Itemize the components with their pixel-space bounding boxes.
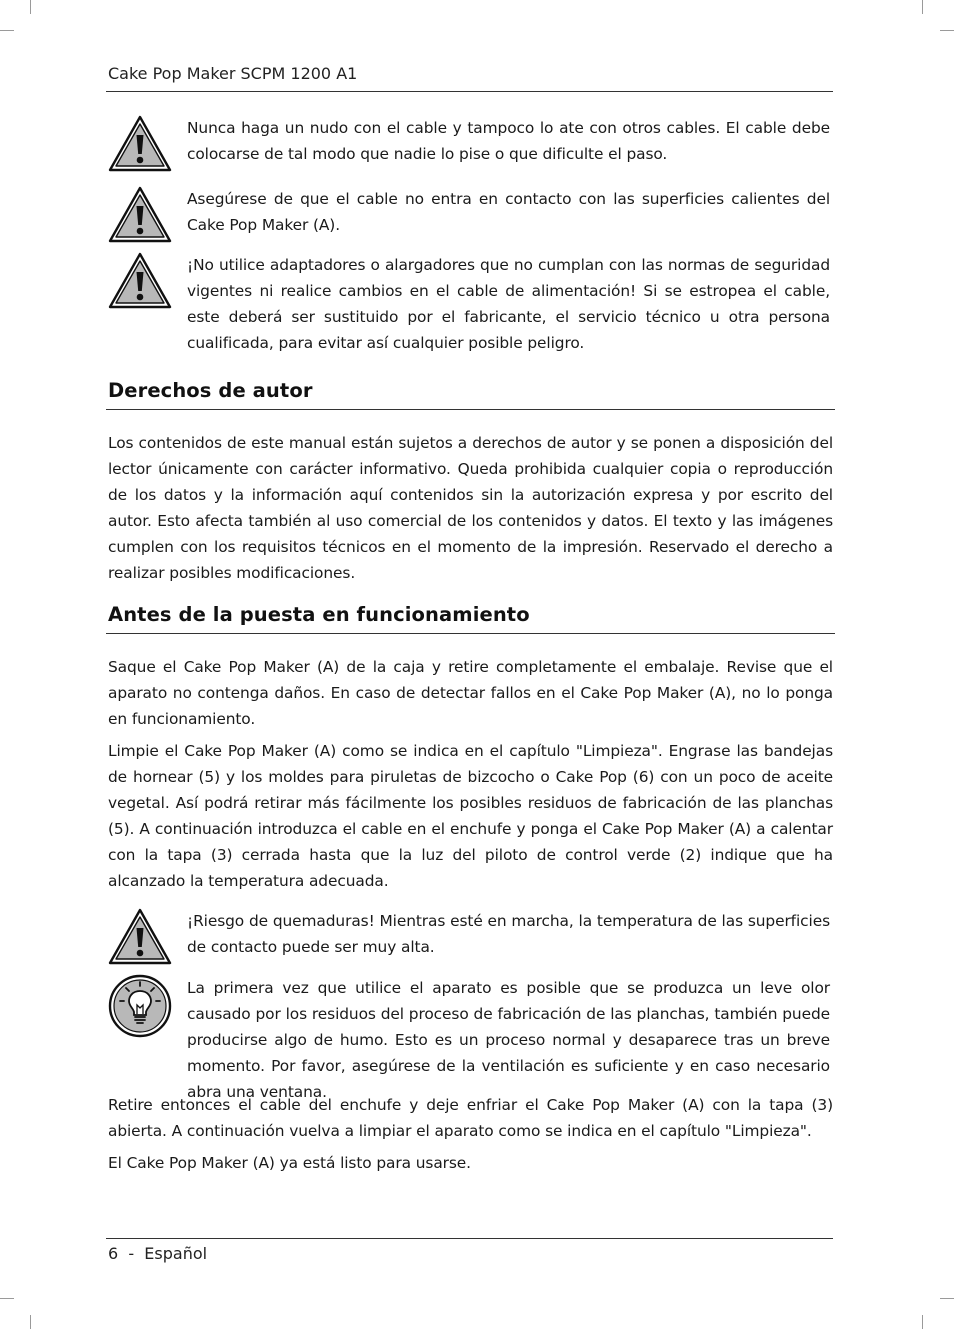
paragraph-text: El Cake Pop Maker (A) ya está listo para usarse. bbox=[108, 1154, 471, 1172]
crop-mark bbox=[30, 1315, 31, 1329]
warning-triangle-icon bbox=[108, 186, 172, 244]
safety-note bbox=[108, 115, 833, 171]
section-rule bbox=[106, 633, 835, 634]
before-use-paragraph-3 bbox=[108, 1092, 833, 1144]
lightbulb-tip-icon bbox=[108, 974, 172, 1038]
crop-mark bbox=[30, 0, 31, 14]
crop-mark bbox=[0, 1298, 14, 1299]
warning-triangle-icon bbox=[108, 252, 172, 310]
crop-mark bbox=[0, 30, 14, 31]
crop-mark bbox=[922, 0, 923, 14]
copyright-paragraph bbox=[108, 430, 833, 586]
crop-mark bbox=[940, 30, 954, 31]
safety-note-text: Nunca haga un nudo con el cable y tampoco lo ate con otros cables. El cable debe colocarse de tal modo que nadie lo pise o que dificulte el paso. bbox=[187, 119, 830, 163]
before-use-paragraph-2 bbox=[108, 738, 833, 894]
page-footer-label: 6 - Español bbox=[108, 1244, 208, 1263]
tip-note-text: La primera vez que utilice el aparato es posible que se produzca un leve olor causado por los residuos del proceso de fabricación de las planchas, también puede producirse algo de humo. Esto es un proceso normal y desaparece tras un breve momento. Por favor, asegúrese de la ventilación es suficiente y en caso necesario abra una ventana. bbox=[187, 979, 830, 1101]
section-heading-copyright: Derechos de autor bbox=[108, 379, 313, 402]
before-use-paragraph-1 bbox=[108, 654, 833, 732]
crop-mark bbox=[922, 1315, 923, 1329]
warning-triangle-icon bbox=[108, 115, 172, 173]
page-header-title: Cake Pop Maker SCPM 1200 A1 bbox=[108, 64, 358, 83]
warning-note-text: ¡Riesgo de quemaduras! Mientras esté en marcha, la temperatura de las superficies de contacto puede ser muy alta. bbox=[187, 912, 830, 956]
safety-note bbox=[108, 186, 833, 242]
safety-note-text: ¡No utilice adaptadores o alargadores que no cumplan con las normas de seguridad vigentes ni realice cambios en el cable de alimentación! Si se estropea el cable, este deberá ser sustituido por el fabricante, el servicio técnico u otra persona cualificada, para evitar así cualquier posible peligro. bbox=[187, 256, 830, 352]
header-rule bbox=[106, 91, 833, 92]
before-use-paragraph-4 bbox=[108, 1150, 833, 1176]
tip-note bbox=[108, 975, 833, 1101]
paragraph-text: Retire entonces el cable del enchufe y deje enfriar el Cake Pop Maker (A) con la tapa (3) abierta. A continuación vuelva a limpiar el aparato como se indica en el capítulo "Limpieza". bbox=[108, 1096, 833, 1140]
safety-note-text: Asegúrese de que el cable no entra en contacto con las superficies calientes del Cake Pop Maker (A). bbox=[187, 190, 830, 234]
paragraph-text: Limpie el Cake Pop Maker (A) como se indica en el capítulo "Limpieza". Engrase las bandejas de hornear (5) y los moldes para piruletas de bizcocho o Cake Pop (6) con un poco de aceite vegetal. Así podrá retirar más fácilmente los posibles residuos de fabricación de las planchas (5). A continuación introduzca el cable en el enchufe y ponga el Cake Pop Maker (A) a calentar con la tapa (3) cerrada hasta que la luz del piloto de control verde (2) indique que ha alcanzado la temperatura adecuada. bbox=[108, 742, 833, 890]
footer-rule bbox=[106, 1238, 833, 1239]
safety-note bbox=[108, 252, 833, 356]
section-rule bbox=[106, 409, 835, 410]
copyright-text: Los contenidos de este manual están sujetos a derechos de autor y se ponen a disposición del lector únicamente con carácter informativo. Queda prohibida cualquier copia o reproducción de los datos y la información aquí contenidos sin la autorización expresa y por escrito del autor. Esto afecta también al uso comercial de los contenidos y datos. El texto y las imágenes cumplen con los requisitos técnicos en el momento de la impresión. Reservado el derecho a realizar posibles modificaciones. bbox=[108, 434, 833, 582]
paragraph-text: Saque el Cake Pop Maker (A) de la caja y retire completamente el embalaje. Revise que el aparato no contenga daños. En caso de detectar fallos en el Cake Pop Maker (A), no lo ponga en funcionamiento. bbox=[108, 658, 833, 728]
section-heading-before-use: Antes de la puesta en funcionamiento bbox=[108, 603, 530, 626]
crop-mark bbox=[940, 1298, 954, 1299]
warning-triangle-icon bbox=[108, 908, 172, 966]
burn-warning-note bbox=[108, 908, 833, 964]
